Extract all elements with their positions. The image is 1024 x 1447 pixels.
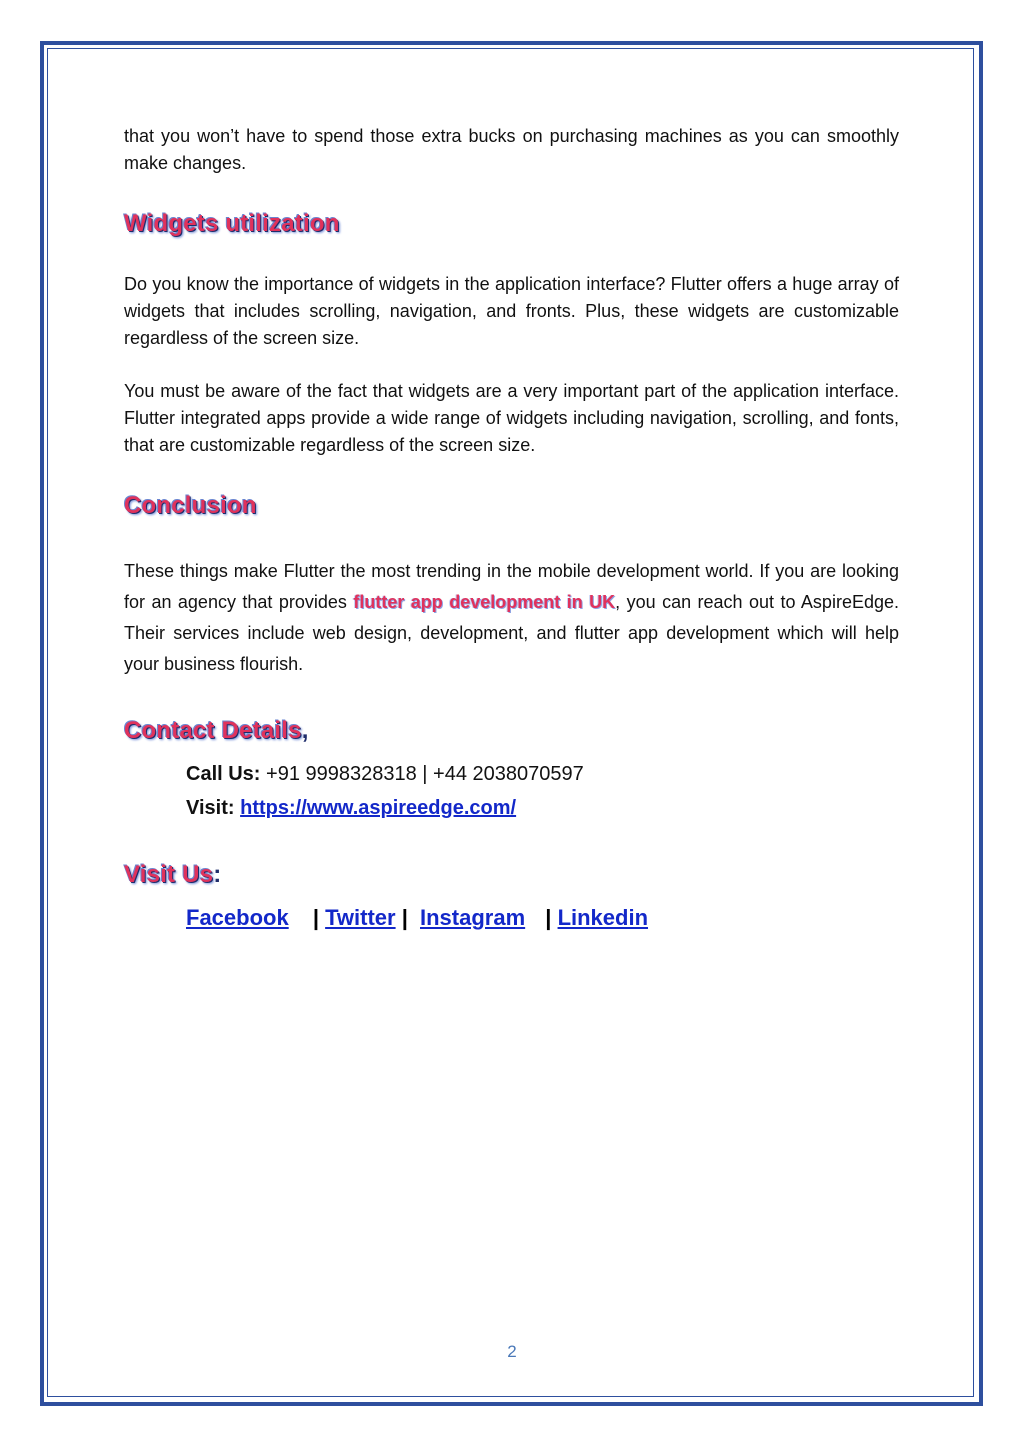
separator: |	[545, 905, 552, 930]
contact-block	[124, 757, 899, 825]
visit-us-heading-suffix: :	[213, 861, 222, 888]
widgets-paragraph-2: You must be aware of the fact that widgets are a very important part of the application interface. Flutter integrated apps provide a wide range of widgets including navigation, scrolling, and fonts, that are customizable regardless of the screen size.	[124, 381, 899, 455]
widgets-paragraph-1: Do you know the importance of widgets in the application interface? Flutter offers a huge array of widgets that includes scrolling, navigation, and fronts. Plus, these widgets are customizable regardless of the screen size.	[124, 274, 899, 348]
contact-heading	[124, 717, 899, 745]
website-link[interactable]: https://www.aspireedge.com/	[240, 797, 517, 819]
widgets-heading: Widgets utilization	[124, 210, 340, 237]
visit-us-heading-text: Visit Us	[124, 861, 214, 888]
visit-label: Visit:	[186, 797, 235, 819]
twitter-link[interactable]: Twitter	[325, 905, 396, 930]
call-us-label: Call Us:	[186, 763, 261, 785]
conclusion-text-after: , you can reach out to AspireEdge. Their services include web design, development, and flutter app development which will help your business flourish.	[124, 592, 899, 674]
instagram-link[interactable]: Instagram	[420, 905, 526, 930]
conclusion-text-before: These things make Flutter the most trending in the mobile development world. If you are looking for an agency that provides	[124, 561, 899, 612]
page-content	[124, 123, 899, 931]
contact-heading-suffix: ,	[301, 717, 309, 744]
facebook-link[interactable]: Facebook	[186, 905, 289, 930]
conclusion-heading: Conclusion	[124, 492, 257, 519]
separator: |	[312, 905, 319, 930]
linkedin-link[interactable]: Linkedin	[557, 905, 649, 930]
visit-us-heading	[124, 861, 899, 889]
page-number: 2	[507, 1342, 517, 1361]
visit-line	[124, 791, 899, 825]
call-us-numbers: +91 9998328318 | +44 2038070597	[260, 763, 584, 785]
separator: |	[401, 905, 408, 930]
intro-paragraph: that you won’t have to spend those extra bucks on purchasing machines as you can smoothly make changes.	[124, 126, 899, 173]
social-links	[124, 905, 899, 931]
flutter-uk-highlight: flutter app development in UK	[353, 592, 616, 612]
call-us-line	[124, 757, 899, 791]
contact-heading-text: Contact Details	[124, 717, 302, 744]
conclusion-paragraph	[124, 556, 899, 680]
